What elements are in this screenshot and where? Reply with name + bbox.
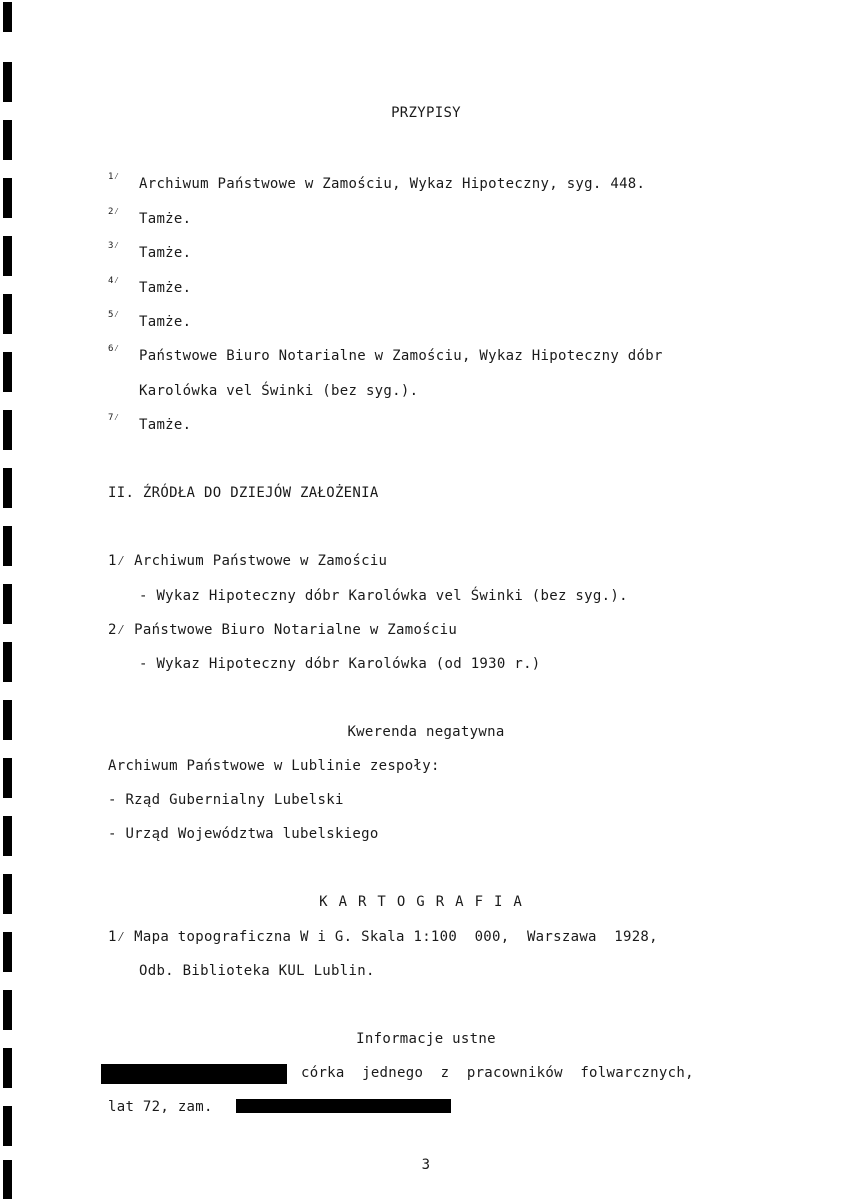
footnote-text: Tamże. — [139, 280, 192, 296]
kwerenda-item: - Rząd Gubernialny Lubelski — [108, 792, 344, 808]
footnote-number: 4⁄ — [108, 276, 120, 286]
source-subitem: - Wykaz Hipoteczny dóbr Karolówka vel Świnki (bez syg.). — [139, 588, 628, 604]
redaction-bar — [236, 1099, 451, 1113]
binding-holes — [0, 0, 20, 1199]
footnote-text: Tamże. — [139, 314, 192, 330]
page-number: 3 — [421, 1157, 431, 1173]
kwerenda-item: - Urząd Województwa lubelskiego — [108, 826, 379, 842]
footnote-number: 5⁄ — [108, 310, 120, 320]
redaction-bar — [101, 1064, 287, 1084]
kartografia-line: Odb. Biblioteka KUL Lublin. — [139, 963, 375, 979]
source-item: 2⁄ Państwowe Biuro Notarialne w Zamościu — [108, 622, 458, 638]
kwerenda-intro: Archiwum Państwowe w Lublinie zespoły: — [108, 758, 440, 774]
footnote-text: Tamże. — [139, 417, 192, 433]
footnote-number: 6⁄ — [108, 344, 120, 354]
heading-przypisy: PRZYPISY — [391, 105, 461, 121]
footnote-number: 3⁄ — [108, 241, 120, 251]
kartografia-line: 1⁄ Mapa topograficzna W i G. Skala 1:100 000, Warszawa 1928, — [108, 929, 658, 945]
kartografia-heading: KARTOGRAFIA — [319, 894, 533, 910]
footnote-number: 2⁄ — [108, 207, 120, 217]
footnote-text: Państwowe Biuro Notarialne w Zamościu, Wykaz Hipoteczny dóbr — [139, 348, 663, 364]
footnote-text: Tamże. — [139, 245, 192, 261]
informacje-line: lat 72, zam. — [108, 1099, 213, 1115]
footnote-text-continuation: Karolówka vel Świnki (bez syg.). — [139, 383, 419, 399]
informacje-line: córka jednego z pracowników folwarcznych, — [301, 1065, 694, 1081]
informacje-heading: Informacje ustne — [356, 1031, 496, 1047]
footnote-number: 7⁄ — [108, 413, 120, 423]
section-heading: II. ŹRÓDŁA DO DZIEJÓW ZAŁOŻENIA — [108, 485, 379, 501]
footnote-text: Tamże. — [139, 211, 192, 227]
footnote-number: 1⁄ — [108, 172, 120, 182]
kwerenda-heading: Kwerenda negatywna — [347, 724, 505, 740]
source-item: 1⁄ Archiwum Państwowe w Zamościu — [108, 553, 388, 569]
footnote-text: Archiwum Państwowe w Zamościu, Wykaz Hipoteczny, syg. 448. — [139, 176, 646, 192]
source-subitem: - Wykaz Hipoteczny dóbr Karolówka (od 1930 r.) — [139, 656, 541, 672]
